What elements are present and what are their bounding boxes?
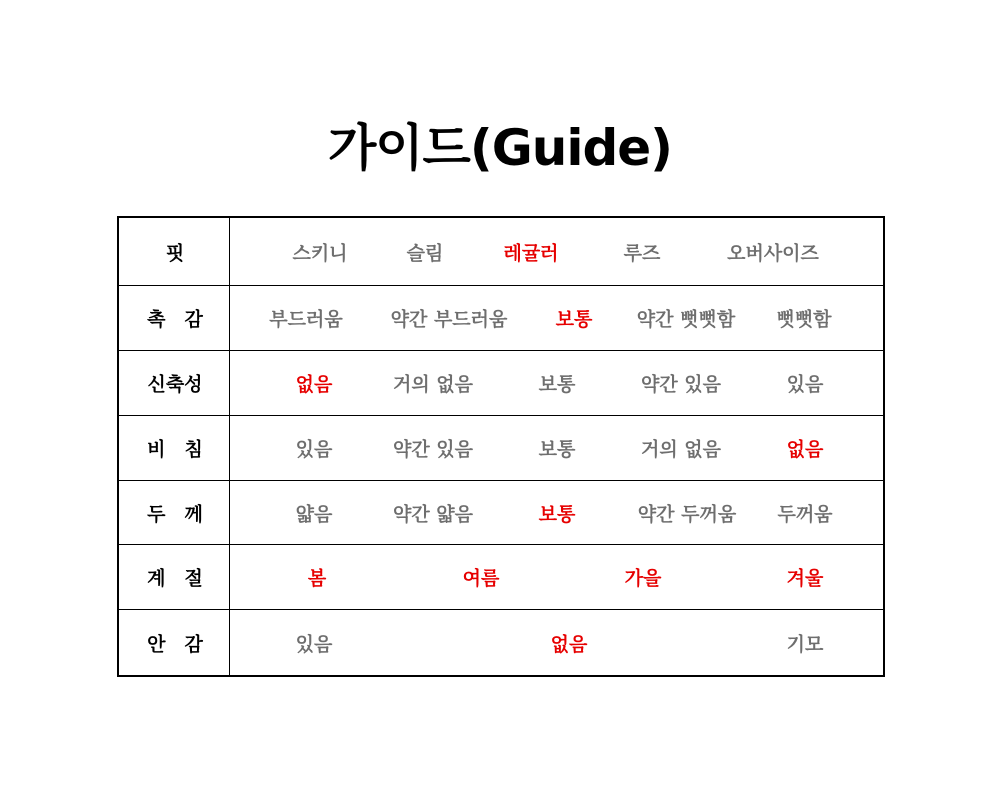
row-label-cell <box>119 286 230 350</box>
option-selected: 가을 <box>624 567 662 590</box>
page-title: 가이드(Guide) <box>327 119 673 177</box>
guide-table <box>117 216 885 677</box>
option: 거의 없음 <box>392 373 474 396</box>
row-label: 비 침 <box>147 438 203 461</box>
option: 약간 뻣뻣함 <box>636 308 736 331</box>
table-row <box>119 416 883 481</box>
option: 뻣뻣함 <box>776 308 832 331</box>
option-selected: 여름 <box>462 567 500 590</box>
row-label-cell <box>119 610 230 675</box>
option-selected: 보통 <box>555 308 593 331</box>
option-selected: 봄 <box>307 567 327 590</box>
option: 약간 부드러움 <box>390 308 508 331</box>
option: 기모 <box>786 633 824 655</box>
row-label: 안 감 <box>147 633 203 655</box>
row-label-cell <box>119 545 230 609</box>
option-selected: 없음 <box>550 633 588 655</box>
option: 거의 없음 <box>640 438 722 461</box>
table-row <box>119 218 883 286</box>
option: 보통 <box>538 438 576 461</box>
option: 오버사이즈 <box>727 242 819 264</box>
option: 있음 <box>295 633 333 655</box>
option: 약간 있음 <box>392 438 474 461</box>
option: 얇음 <box>295 503 333 525</box>
row-label-cell <box>119 351 230 415</box>
row-label-cell <box>119 416 230 480</box>
option: 약간 얇음 <box>392 503 474 525</box>
option: 두꺼움 <box>777 503 833 525</box>
option-selected: 레귤러 <box>503 242 559 264</box>
table-row <box>119 610 883 675</box>
row-label: 두 께 <box>147 503 203 525</box>
option-selected: 없음 <box>295 373 333 396</box>
table-row <box>119 286 883 351</box>
option: 부드러움 <box>269 308 343 331</box>
option: 보통 <box>538 373 576 396</box>
row-label: 촉 감 <box>147 308 203 331</box>
row-label: 신축성 <box>147 373 203 396</box>
option-selected: 없음 <box>786 438 824 461</box>
table-row <box>119 481 883 545</box>
option: 있음 <box>786 373 824 396</box>
option: 슬림 <box>406 242 444 264</box>
option-selected: 보통 <box>538 503 576 525</box>
row-label-cell <box>119 218 230 285</box>
row-label: 핏 <box>165 242 185 264</box>
row-label: 계 절 <box>147 567 203 590</box>
option: 약간 두꺼움 <box>637 503 737 525</box>
option: 약간 있음 <box>640 373 722 396</box>
table-row <box>119 351 883 416</box>
table-row <box>119 545 883 610</box>
option: 있음 <box>295 438 333 461</box>
option-selected: 겨울 <box>786 567 824 590</box>
option: 스키니 <box>292 242 348 264</box>
row-label-cell <box>119 481 230 544</box>
option: 루즈 <box>623 242 661 264</box>
